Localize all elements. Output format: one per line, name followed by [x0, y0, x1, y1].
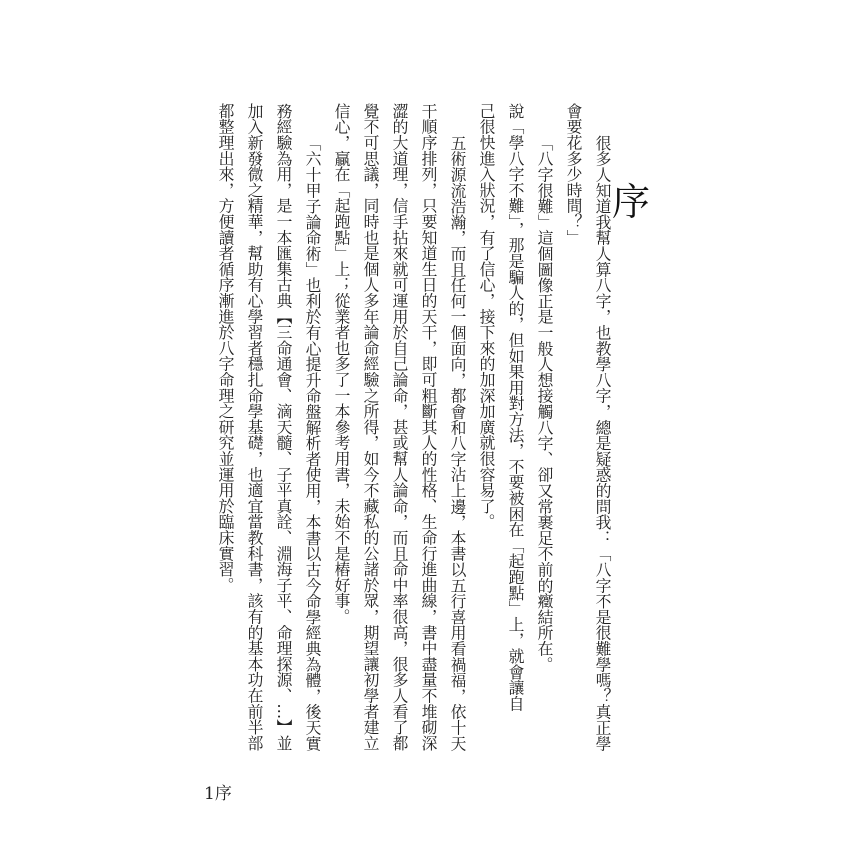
text-column: 說「學八字不難」，那是騙人的，但如果用對方法，不要被困在「起跑點」上，就會讓自	[506, 103, 525, 712]
text-column: 覺不可思議，同時也是個人多年論命經驗之所得，如今不藏私的公諸於眾，期望讓初學者建立	[361, 103, 380, 751]
text-column: 很多人知道我幫人算八字，也教學八字，總是疑惑的問我：「八字不是很難學嗎？真正學	[593, 134, 612, 751]
text-column: 加入新發微之精華，幫助有心學習者穩扎命學基礎，也適宜當教科書，該有的基本功在前半部	[245, 103, 264, 751]
text-column: 都整理出來，方便讀者循序漸進於八字命理之研究並運用於臨床實習。	[216, 103, 235, 593]
text-column: 信心，贏在「起跑點」上；從業者也多了一本參考用書，未始不是樁好事。	[332, 103, 351, 625]
text-column: 務經驗為用，是一本匯集古典【三命通會、滴天髓、子平真詮、淵海子平、命理探源、…】並	[274, 103, 293, 751]
body-text	[211, 103, 617, 771]
page-title: 序	[612, 180, 651, 224]
text-column: 五術源流浩瀚，而且任何一個面向，都會和八字沾上邊，本書以五行喜用看禍福，依十天	[448, 134, 467, 751]
page-footer: 1序	[204, 784, 232, 804]
text-column: 「八字很難」這個圖像正是一般人想接觸八字、卻又常裹足不前的癥結所在。	[535, 134, 554, 672]
text-column: 干順序排列，只要知道生日的天干，即可粗斷其人的性格、生命行進曲線，書中盡量不堆砌深	[419, 103, 438, 751]
text-column: 「六十甲子論命術」也利於有心提升命盤解析者使用，本書以古今命學經典為體，後天實	[303, 134, 322, 751]
text-column: 會要花多少時間？」	[564, 103, 583, 246]
text-column: 澀的大道理，信手拈來就可運用於自己論命，甚或幫人論命，而且命中率很高，很多人看了都	[390, 103, 409, 751]
text-column: 己很快進入狀況，有了信心，接下來的加深加廣就很容易了。	[477, 103, 496, 530]
